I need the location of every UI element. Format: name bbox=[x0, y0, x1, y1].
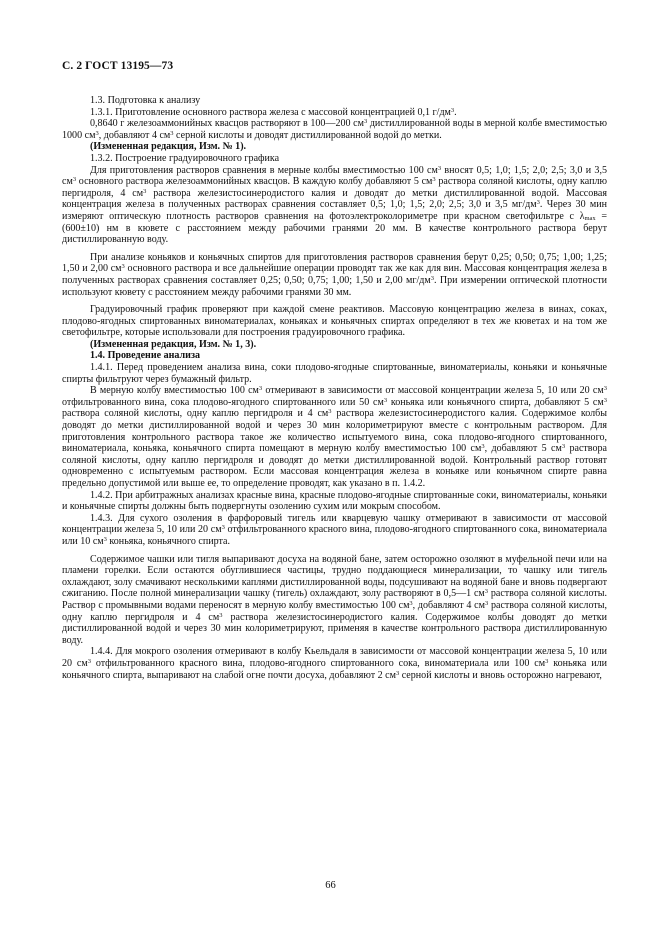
section-1-3-heading: 1.3. Подготовка к анализу bbox=[90, 95, 201, 106]
paragraph-calibration: Для приготовления растворов сравнения в мерные колбы вместимостью 100 $см^3$ вносят 0,5; 1,0; 1,5; 2,0; 2,5; 3,0 и 3,5 $см^3$ основного раствора железоаммонийных квасцов. В каждую колбу добавляют 5 $см^3$ раствора соляной кислоты, одну каплю пергидроля, 4 $см^3$ раствора железистосинеродистого калия и доводят до метки дистиллированной водой. Массовая концентрация железа в полученных растворах сравнения составляет 0,5; 1,0; 1,5; 2,0; 2,5; 3,0 и 3,5 $мг/дм^3$. Через 30 мин измеряют оптическую плотность растворов сравнения на фотоэлектроколориметре при красном светофильтре с $\lambda_{max} = (600\pm 10)$ нм в кювете с расстоянием между рабочими гранями 20 мм. В качестве контрольного раствора берут дистиллированную воду. bbox=[62, 164, 607, 246]
section-1-4-heading: 1.4. Проведение анализа bbox=[90, 350, 201, 362]
page-number: 66 bbox=[325, 880, 336, 891]
edit-note-2: (Измененная редакция, Изм. № 1, 3). bbox=[90, 338, 257, 350]
paragraph-dry-ashing: Содержимое чашки или тигля выпаривают досуха на водяной бане, затем осторожно озоляют в муфельной печи или на пламени горелки. Если остаются обуглившиеся частицы, трудно поддающиеся минерализации, то чашку или тигель охлаждают, золу смачивают несколькими каплями дистиллированной воды, подсушивают на водяной бане и вновь подвергают сжиганию. После полной минерализации чашку (тигель) охлаждают, золу растворяют в 0,5—1 $см^3$ раствора соляной кислоты. Раствор с промывными водами переносят в мерную колбу вместимостью 100 $см^3$, добавляют 4 $см^3$ раствора соляной кислоты, одну каплю пергидроля и 4 $см^3$ раствора железистосинеродистого калия. Содержимое колбы доводят до метки дистиллированной водой и через 30 мин колориметрируют, применяя в качестве контрольного раствора дистиллированную воду. bbox=[62, 553, 607, 646]
section-1-4-3: 1.4.3. Для сухого озоления в фарфоровый тигель или кварцевую чашку отмеривают в зависимости от массовой концентрации железа 5, 10 или 20 $см^3$ отфильтрованного красного вина, плодово-ягодного спиртованного сока, виноматериала или 10 $см^3$ коньяка, коньячного спирта. bbox=[62, 512, 608, 547]
paragraph-cognac-calibration: При анализе коньяков и коньячных спиртов для приготовления растворов сравнения берут 0,25; 0,50; 0,75; 1,00; 1,25; 1,50 и 2,00 $см^3$ основного раствора и все дальнейшие операции проводят так же как для вин. Массовая концентрация железа в полученных растворах сравнения составляет 0,25; 0,50; 0,75; 1,00; 1,50 и 2,00 $мг/дм^3$. При измерении оптической плотности используют кювету с расстоянием между рабочими гранями 30 мм. bbox=[62, 251, 607, 298]
page-header: С. 2 ГОСТ 13195—73 bbox=[62, 60, 174, 72]
paragraph-graph-check: Градуировочный график проверяют при каждой смене реактивов. Массовую концентрацию железа в винах, соках, плодово-ягодных спиртованных виноматериалах, коньяках и коньячных спиртах определяют в тех же кюветах и на том же светофильтре, которые использовали для построения градуировочного графика. bbox=[62, 304, 607, 339]
document-body bbox=[62, 95, 607, 681]
paragraph-stock-solution: 0,8640 г железоаммонийных квасцов растворяют в 100—200 $см^3$ дистиллированной воды в мерной колбе вместимостью 1000 $см^3$, добавляют 4 $см^3$ серной кислоты и доводят дистиллированной водой до метки. bbox=[62, 118, 607, 141]
section-1-3-1-title: 1.3.1. Приготовление основного раствора железа с массовой концентрацией 0,1 $г/дм^3$. bbox=[90, 106, 457, 118]
section-1-4-4: 1.4.4. Для мокрого озоления отмеривают в колбу Кьельдаля в зависимости от массовой концентрации железа 5, 10 или 20 $см^3$ отфильтрованного красного вина, плодово-ягодного спиртованного сока, виноматериала или 100 $см^3$ коньяка или коньячного спирта, выпаривают на слабой огне почти досуха, добавляют 2 $см^3$ серной кислоты и вновь осторожно нагревают, bbox=[62, 646, 608, 681]
section-1-4-2: 1.4.2. При арбитражных анализах красные вина, красные плодово-ягодные спиртованные соки, виноматериалы, коньяки и коньячные спирты должны быть подвергнуты озолению сухим или мокрым способом. bbox=[62, 489, 607, 513]
paragraph-flask-procedure: В мерную колбу вместимостью 100 $см^3$ отмеривают в зависимости от массовой концентрации железа 5, 10 или 20 $см^3$ отфильтрованного вина, сока плодово-ягодного спиртованного или 50 $см^3$ коньяка или коньячного спирта, добавляют 5 $см^3$ раствора соляной кислоты, одну каплю пергидроля и 4 $см^3$ раствора железистосинеродистого калия. Содержимое колбы доводят до метки дистиллированной водой и через 30 мин колориметрируют вместе с контрольным раствором. Для приготовления контрольного раствора такое же количество испытуемого вина, сока плодово-ягодного спиртованного, виноматериала, коньяка, коньячного спирта помещают в мерную колбу вместимостью 100 $см^3$, добавляют 5 $см^3$ раствора соляной кислоты, одну каплю пергидроля и доводят до метки дистиллированной водой. Контрольный раствор готовят одновременно с испытуемым раствором. Если массовая концентрация железа в коньяке или коньячном спирте равна предельно допустимой или выше ее, то определение проводят, как указано в п. 1.4.2. bbox=[62, 385, 608, 489]
edit-note-1: (Измененная редакция, Изм. № 1). bbox=[90, 141, 247, 153]
section-1-3-2-title: 1.3.2. Построение градуировочного графика bbox=[90, 152, 280, 164]
section-1-4-1: 1.4.1. Перед проведением анализа вина, соки плодово-ягодные спиртованные, виноматериалы, коньяки и коньячные спирты фильтруют через бумажный фильтр. bbox=[62, 362, 607, 385]
